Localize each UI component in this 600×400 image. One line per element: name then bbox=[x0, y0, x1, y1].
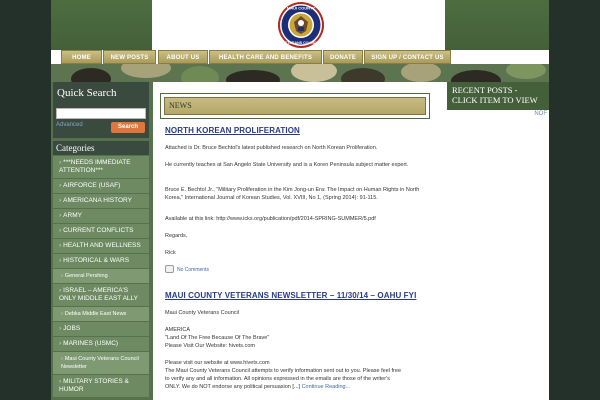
comments-link[interactable]: No Comments bbox=[177, 267, 209, 273]
category-item[interactable] bbox=[53, 194, 149, 208]
news-title: NEWS bbox=[164, 97, 426, 115]
comment-bubble-icon[interactable] bbox=[165, 265, 174, 273]
category-label: ***NEEDS IMMEDIATE ATTENTION*** bbox=[59, 159, 131, 174]
bullet-icon: › bbox=[59, 378, 62, 385]
nav-home[interactable]: HOME bbox=[61, 50, 102, 64]
page-container bbox=[51, 0, 549, 400]
quick-search-title: Quick Search bbox=[57, 87, 117, 99]
subcategory-label: Maui County Veterans Council Newsletter bbox=[61, 356, 139, 370]
category-item[interactable] bbox=[53, 284, 149, 306]
subcategory-item[interactable] bbox=[53, 352, 149, 374]
category-item[interactable] bbox=[53, 322, 149, 336]
category-label: CURRENT CONFLICTS bbox=[63, 227, 134, 234]
bullet-icon: › bbox=[59, 242, 62, 249]
post-paragraph: Available at this link: http://www.icks.org/publication/pdf/2014-SPRING-SUMMER/5.pdf bbox=[165, 216, 376, 222]
post-paragraph: Rick bbox=[165, 250, 176, 256]
post-paragraph: AMERICA bbox=[165, 327, 191, 333]
bullet-icon: › bbox=[59, 159, 62, 166]
nav-new-posts[interactable]: NEW POSTS bbox=[103, 50, 156, 64]
news-section-header bbox=[160, 93, 430, 119]
category-item[interactable] bbox=[53, 156, 149, 178]
category-label: HEALTH AND WELLNESS bbox=[63, 242, 141, 249]
subcategory-item[interactable] bbox=[53, 269, 149, 283]
left-sidebar bbox=[51, 82, 153, 400]
category-item[interactable] bbox=[53, 179, 149, 193]
post-paragraph bbox=[165, 383, 425, 391]
svg-text:MAUI COUNTY: MAUI COUNTY bbox=[286, 5, 316, 11]
category-label: ARMY bbox=[63, 212, 82, 219]
post-paragraph: Maui County Veterans Council bbox=[165, 310, 239, 316]
subcategory-label: General Pershing bbox=[64, 273, 108, 279]
category-label: ISRAEL – AMERICA'S ONLY MIDDLE EAST ALLY bbox=[59, 287, 138, 302]
subcategory-label: Debka Middle East News bbox=[64, 311, 127, 317]
bullet-icon: › bbox=[59, 197, 62, 204]
camo-banner bbox=[51, 64, 549, 82]
post-paragraph: He currently teaches at San Angelo State University and is a Koren Peninsula subject matter expert. bbox=[165, 162, 409, 168]
category-item[interactable] bbox=[53, 239, 149, 253]
category-item[interactable] bbox=[53, 224, 149, 238]
post-excerpt-end: ONLY. We do NOT endorse any political persuasion [...] bbox=[165, 384, 301, 390]
quick-search-box bbox=[53, 82, 149, 138]
header-left-panel bbox=[51, 0, 152, 50]
category-item[interactable] bbox=[53, 375, 149, 397]
search-button[interactable]: Search bbox=[111, 122, 145, 133]
bullet-icon: › bbox=[59, 257, 62, 264]
post-title-link[interactable]: MAUI COUNTY VETERANS NEWSLETTER – 11/30/14 – OAHU FYI bbox=[165, 291, 417, 300]
right-page-border bbox=[545, 0, 600, 400]
maui-county-veterans-council-seal[interactable] bbox=[277, 1, 325, 49]
subcategory-item[interactable] bbox=[53, 307, 149, 321]
post-paragraph: Please Visit Our Website: hivets.com bbox=[165, 343, 255, 349]
bullet-icon: › bbox=[59, 182, 62, 189]
bullet-icon: › bbox=[59, 212, 62, 219]
post-paragraph: The Maui County Veterans Council attempts to verify information sent out to you. Please feel free bbox=[165, 368, 402, 374]
bullet-icon: › bbox=[59, 340, 62, 347]
category-label: MILITARY STORIES & HUMOR bbox=[59, 378, 129, 393]
nav-donate[interactable]: DONATE bbox=[323, 50, 363, 64]
categories-title: Categories bbox=[53, 141, 149, 155]
category-label: JOBS bbox=[63, 325, 81, 332]
recent-posts-nof-link[interactable]: NOF bbox=[534, 111, 547, 117]
category-item[interactable] bbox=[53, 254, 149, 268]
bullet-icon: › bbox=[61, 273, 63, 279]
post-paragraph: Attached is Dr. Bruce Bechtol's latest published research on North Korean Proliferation. bbox=[165, 145, 378, 151]
recent-posts-title: RECENT POSTS - CLICK ITEM TO VIEW bbox=[447, 82, 549, 110]
left-page-border bbox=[0, 0, 55, 400]
bullet-icon: › bbox=[59, 227, 62, 234]
bullet-icon: › bbox=[59, 325, 62, 332]
category-item[interactable] bbox=[53, 209, 149, 223]
bullet-icon: › bbox=[61, 356, 63, 362]
category-label: HISTORICAL & WARS bbox=[63, 257, 130, 264]
post-paragraph: Please visit our website at www.hivets.com bbox=[165, 360, 270, 366]
category-label: AIRFORCE (USAF) bbox=[63, 182, 121, 189]
post-title-link[interactable]: NORTH KOREAN PROLIFERATION bbox=[165, 126, 300, 135]
bullet-icon: › bbox=[61, 311, 63, 317]
bullet-icon: › bbox=[59, 287, 62, 294]
svg-text:VETERANS COUNCIL: VETERANS COUNCIL bbox=[282, 41, 320, 45]
header-right-panel bbox=[445, 0, 549, 50]
search-input[interactable] bbox=[56, 108, 146, 119]
nav-about-us[interactable]: ABOUT US bbox=[158, 50, 208, 64]
categories-box bbox=[53, 141, 149, 400]
post-paragraph: Regards, bbox=[165, 233, 188, 239]
category-item[interactable] bbox=[53, 337, 149, 351]
post-paragraph: "Land Of The Free Because Of The Brave" bbox=[165, 335, 270, 341]
post-paragraph: to verify any and all information. All opinions expressed in the emails are those of the writer's bbox=[165, 376, 390, 382]
category-label: AMERICANA HISTORY bbox=[63, 197, 132, 204]
nav-health-care-and-benefits[interactable]: HEALTH CARE AND BENEFITS bbox=[209, 50, 322, 64]
nav-sign-up-contact-us[interactable]: SIGN UP / CONTACT US bbox=[364, 50, 451, 64]
continue-reading-link[interactable]: Continue Reading... bbox=[301, 384, 351, 390]
site-header bbox=[51, 0, 549, 50]
advanced-search-link[interactable]: Advanced bbox=[56, 122, 83, 128]
category-label: MARINES (USMC) bbox=[63, 340, 119, 347]
post-paragraph: Bruce E. Bechtol Jr., "Military Proliferation in the Kim Jong-un Era: The Impact on Human Rights in North Korea," International Journal of Korean Studies, Vol. XVIII, No 1, (Spring 2014): 91-115. bbox=[165, 187, 420, 201]
